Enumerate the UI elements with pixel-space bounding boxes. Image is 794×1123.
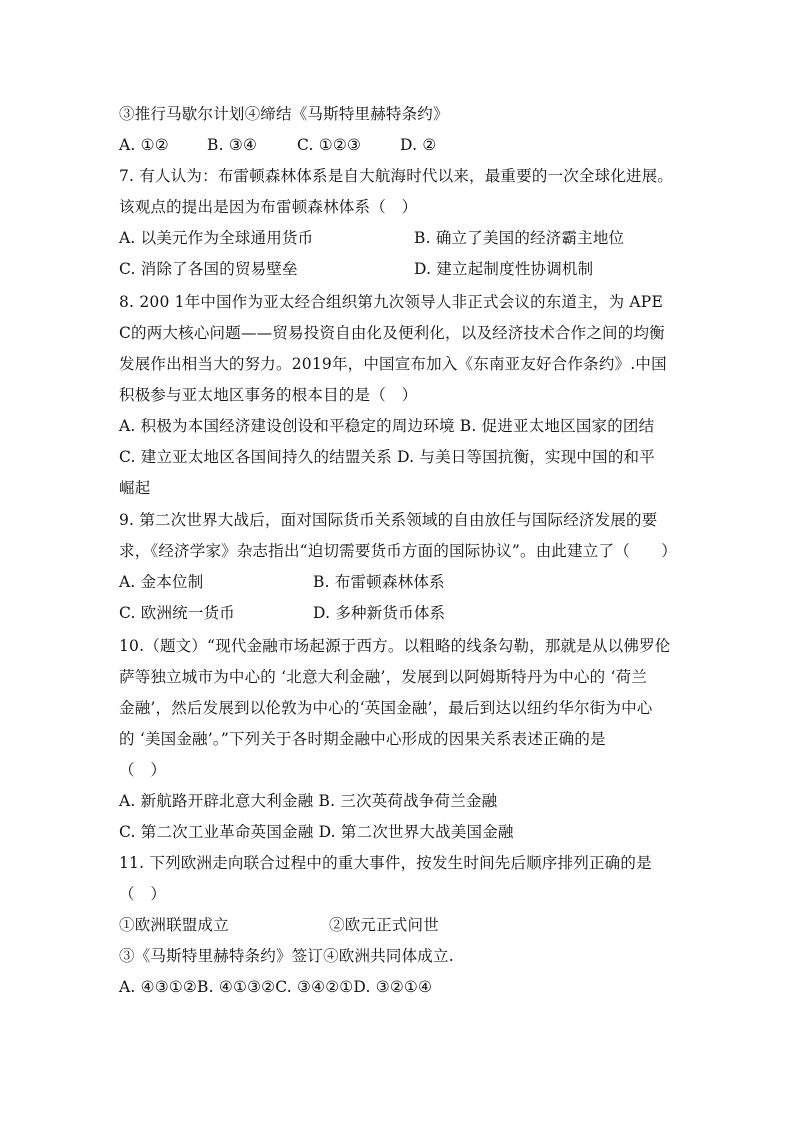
q6-stem-tail: ③推行马歇尔计划④缔结《马斯特里赫特条约》 [119,105,449,123]
q8-stem-line-2: C的两大核心问题——贸易投资自由化及便利化，以及经济技术合作之间的均衡 [119,324,665,342]
q8-options-line-2: C. 建立亚太地区各国间持久的结盟关系 D. 与美日等国抗衡，实现中国的和平 [119,448,655,466]
q10-options-line-1: A. 新航路开辟北意大利金融 B. 三次英荷战争荷兰金融 [119,792,498,810]
q7-option-b: B. 确立了美国的经济霸主地位 [414,229,625,247]
q11-items-row-2: ③《马斯特里赫特条约》签订④欧洲共同体成立. [119,947,454,965]
q11-options: A. ④③①②B. ④①③②C. ③④②①D. ③②①④ [119,978,433,996]
q10-options-line-2: C. 第二次工业革命英国金融 D. 第二次世界大战美国金融 [119,823,514,841]
q9-stem-line-2: 求，《经济学家》杂志指出“迫切需要货币方面的国际协议”。由此建立了（ ） [119,542,678,560]
q10-stem-line-3: 金融’，然后发展到以伦敦为中心的‘英国金融’，最后到达以纽约华尔街为中心 [119,699,653,717]
q10-stem-line-1: 10.（题文）“现代金融市场起源于西方。以粗略的线条勾勒，那就是从以佛罗伦 [119,637,671,655]
q8-options-line-3: 崛起 [119,479,151,497]
q7-option-a: A. 以美元作为全球通用货币 [119,229,314,247]
q6-option-c: C. ①②③ [297,136,362,154]
q7-option-c: C. 消除了各国的贸易壁垒 [119,260,298,278]
q11-stem-line-1: 11. 下列欧洲走向联合过程中的重大事件，按发生时间先后顺序排列正确的是 [119,854,652,872]
q8-stem-line-3: 发展作出相当大的努力。2019年，中国宣布加入《东南亚友好合作条约》.中国 [119,355,667,373]
q10-stem-line-4: 的 ‘美国金融’。”下列关于各时期金融中心形成的因果关系表述正确的是 [119,730,606,748]
q10-stem-line-2: 萨等独立城市为中心的 ‘北意大利金融’，发展到以阿姆斯特丹为中心的 ‘荷兰 [119,668,648,686]
q7-stem-line-1: 7. 有人认为：布雷顿森林体系是自大航海时代以来，最重要的一次全球化进展。 [119,167,674,185]
q8-options-line-1: A. 积极为本国经济建设创设和平稳定的周边环境 B. 促进亚太地区国家的团结 [119,417,655,435]
q9-option-a: A. 金本位制 [119,573,204,591]
q6-option-a: A. ①② [119,136,169,154]
q6-option-b: B. ③④ [207,136,258,154]
q11-stem-line-2: （ ） [119,885,167,903]
q11-item-2: ②欧元正式问世 [329,916,439,934]
q9-stem-line-1: 9. 第二次世界大战后，面对国际货币关系领域的自由放任与国际经济发展的要 [119,511,658,529]
q10-stem-line-5: （ ） [119,761,167,779]
q9-option-b: B. 布雷顿森林体系 [313,573,445,591]
q11-item-1: ①欧洲联盟成立 [119,916,229,934]
q7-stem-line-2: 该观点的提出是因为布雷顿森林体系（ ） [119,198,418,216]
q6-option-d: D. ② [400,136,437,154]
q9-option-c: C. 欧洲统一货币 [119,604,235,622]
q7-option-d: D. 建立起制度性协调机制 [414,260,594,278]
q9-option-d: D. 多种新货币体系 [313,604,446,622]
q8-stem-line-4: 积极参与亚太地区事务的根本目的是（ ） [119,386,418,404]
q8-stem-line-1: 8. 200 1年中国作为亚太经合组织第九次领导人非正式会议的东道主，为 APE [119,293,663,311]
